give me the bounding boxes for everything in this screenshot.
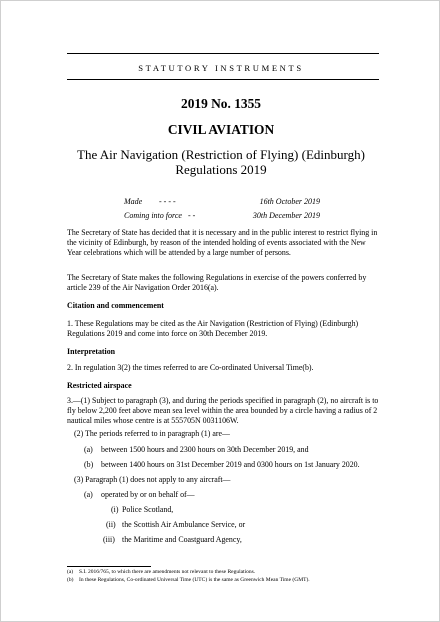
list-item: between 1500 hours and 2300 hours on 30th December 2019, and — [101, 445, 309, 454]
sub-item-label: (ii) — [106, 520, 116, 529]
sub-item: Police Scotland, — [122, 505, 174, 514]
document-title: The Air Navigation (Restriction of Flying) (Edinburgh) Regulations 2019 — [77, 147, 365, 177]
list-item: between 1400 hours on 31st December 2019 and 0300 hours on 1st January 2020. — [101, 460, 360, 469]
coming-into-force-date: 30th December 2019 — [252, 211, 320, 220]
sub-item: the Scottish Air Ambulance Service, or — [122, 520, 246, 529]
top-rule — [67, 53, 379, 54]
section-heading-citation: Citation and commencement — [67, 301, 164, 310]
preamble-paragraph: The Secretary of State has decided that it is necessary and in the public interest to restrict flying in the vicinity of Edinburgh, by reason of the intended holding of events associated with the New Year celebrations which will be attended by a large number of persons. — [67, 228, 378, 258]
made-date: 16th October 2019 — [259, 197, 320, 206]
subject-heading: CIVIL AVIATION — [167, 122, 275, 137]
sub-item: the Maritime and Coastguard Agency, — [122, 535, 242, 544]
si-number: 2019 No. 1355 — [181, 96, 261, 111]
series-label: STATUTORY INSTRUMENTS — [138, 63, 304, 73]
section-heading-interpretation: Interpretation — [67, 347, 116, 356]
made-dashes: - - - - — [159, 197, 176, 206]
footnote-text: S.I. 2016/765, to which there are amendments not relevant to these Regulations. — [79, 569, 256, 575]
list-item: operated by or on behalf of— — [101, 490, 195, 499]
sub-item-label: (iii) — [103, 535, 115, 544]
regulation-3-para-1: 3.—(1) Subject to paragraph (3), and during the periods specified in paragraph (2), no aircraft is to fly below 2,200 feet above mean sea level within the area bounded by a circle having a radius of 2 nautical miles whose centre is at 555705N 0031106W. — [67, 396, 379, 426]
footnote — [67, 569, 255, 575]
sub-item-label: (i) — [111, 505, 119, 514]
section-heading-restricted: Restricted airspace — [67, 381, 132, 390]
regulation-3-para-2: (2) The periods referred to in paragraph (1) are— — [74, 429, 230, 438]
footnote — [67, 577, 310, 583]
footnote-label: (a) — [67, 569, 74, 575]
series-rule — [67, 79, 379, 80]
footnote-label: (b) — [67, 577, 74, 583]
list-label: (a) — [84, 445, 93, 454]
list-label: (b) — [84, 460, 94, 469]
coming-into-force-label: Coming into force — [124, 211, 182, 220]
preamble-paragraph: The Secretary of State makes the following Regulations in exercise of the powers conferred by article 239 of the Air Navigation Order 2016(a). — [67, 273, 367, 293]
regulation-2: 2. In regulation 3(2) the times referred to are Co-ordinated Universal Time(b). — [67, 363, 314, 372]
footnote-text: In these Regulations, Co-ordinated Universal Time (UTC) is the same as Greenwich Mean Time (GMT). — [79, 577, 310, 583]
list-label: (a) — [84, 490, 93, 499]
footnote-rule — [67, 566, 151, 567]
made-label: Made — [124, 197, 143, 206]
regulation-1: 1. These Regulations may be cited as the Air Navigation (Restriction of Flying) (Edinburgh) Regulations 2019 and come into force on 30th December 2019. — [67, 319, 359, 339]
regulation-3-para-3: (3) Paragraph (1) does not apply to any aircraft— — [74, 475, 231, 484]
coming-into-force-dashes: - - — [188, 211, 196, 220]
